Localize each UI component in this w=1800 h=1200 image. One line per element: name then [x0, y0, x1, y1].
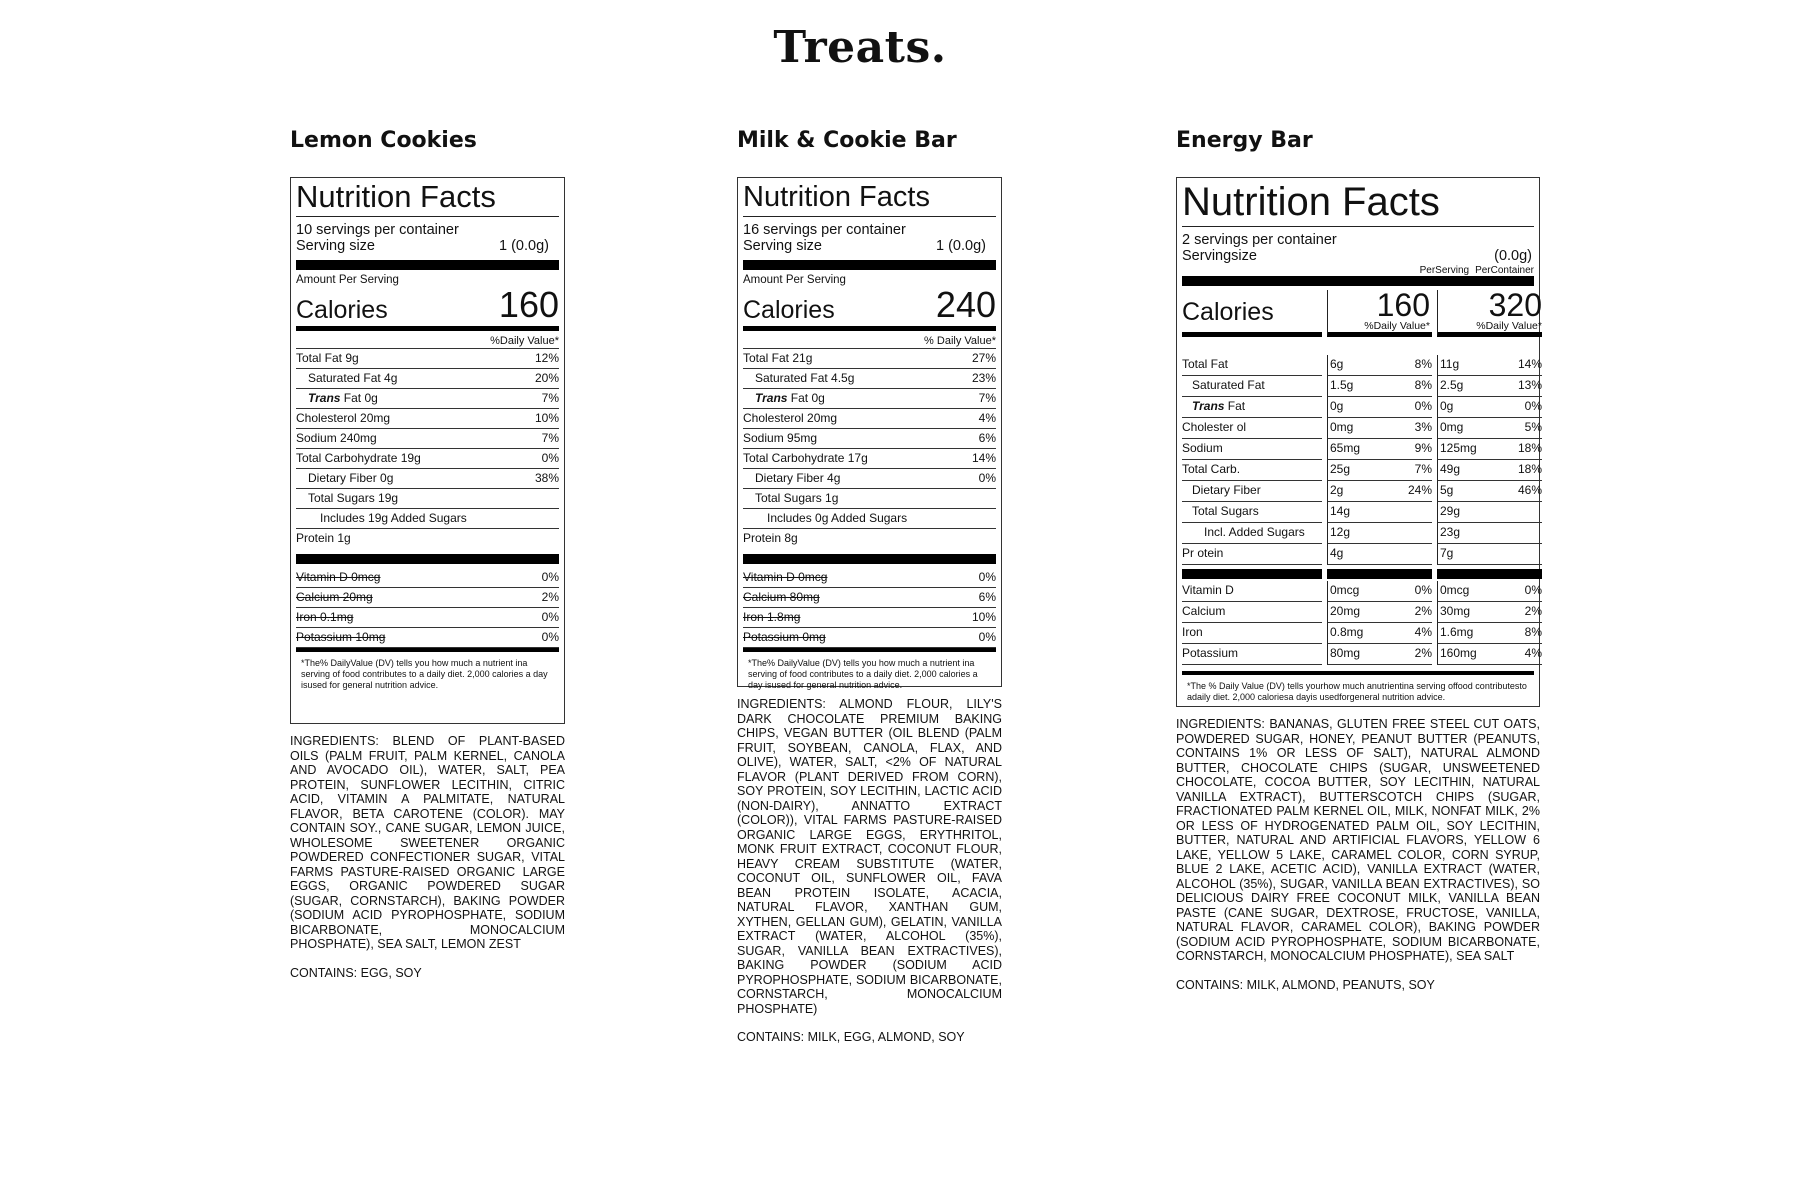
calories-row	[296, 286, 559, 324]
mineral-name: Vitamin D 0mcg	[743, 570, 828, 584]
nutrient-name: Pr otein	[1182, 544, 1322, 565]
nutrient-dv: 13%	[1517, 378, 1542, 392]
amount-per-serving: Amount Per Serving	[743, 274, 846, 286]
calories-container-cell	[1437, 287, 1542, 337]
nutrient-name: Total Sugars 1g	[755, 491, 839, 505]
mineral-name: Iron 0.1mg	[296, 610, 354, 624]
nutrient-dv: 14%	[1517, 357, 1542, 371]
nutrient-name: Dietary Fiber	[1182, 481, 1322, 502]
nutrient-name: Total Carbohydrate 17g	[743, 451, 868, 465]
nutrient-dv: 18%	[1517, 441, 1542, 455]
nutrient-dv: 8%	[1414, 357, 1432, 371]
product-lemon-cookies	[290, 128, 565, 980]
divider-thick	[1327, 569, 1432, 579]
nutrient-list	[743, 349, 996, 548]
nutrient-amount: 30mg	[1440, 604, 1471, 618]
nutrient-amount: 23g	[1440, 525, 1461, 539]
calories-label: Calories	[296, 296, 388, 324]
nutrient-amount: 5g	[1440, 483, 1454, 497]
per-container-cell	[1437, 581, 1542, 602]
calories-per-container: 320	[1488, 287, 1542, 323]
nutrient-dv: 23%	[971, 371, 996, 385]
column-headers	[1182, 265, 1534, 276]
per-container-cell	[1437, 481, 1542, 502]
nutrient-amount: 1.6mg	[1440, 625, 1474, 639]
nutrient-row	[743, 349, 996, 369]
ingredients-text: INGREDIENTS: BLEND OF PLANT-BASED OILS (PALM FRUIT, PALM KERNEL, CANOLA AND AVOCADO OIL), WATER, SALT, PEA PROTEIN, SUNFLOWER LECITHIN, CITRIC ACID, VITAMIN A PALMITATE, NATURAL FLAVOR, BETA CAROTENE (COLOR). MAY CONTAIN SOY., CANE SUGAR, LEMON JUICE, WHOLESOME SWEETENER ORGANIC POWDERED CONFECTIONER SUGAR, VITAL FARMS PASTURE-RAISED ORGANIC LARGE EGGS, ORGANIC POWDERED SUGAR (SUGAR, CORNSTARCH), BAKING POWDER (SODIUM ACID PYROPHOSPHATE, SODIUM BICARBONATE, MONOCALCIUM PHOSPHATE), SEA SALT, LEMON ZEST	[290, 734, 565, 951]
mineral-row	[743, 588, 996, 608]
serving-size-label: Servingsize	[1182, 248, 1257, 264]
nutrient-amount: 2.5g	[1440, 378, 1464, 392]
mineral-dv: 0%	[541, 630, 559, 644]
per-serving-cell	[1327, 355, 1432, 376]
per-container-cell	[1437, 544, 1542, 565]
nutrient-amount: 6g	[1330, 357, 1344, 371]
nutrient-row	[296, 369, 559, 389]
nutrient-dv: 20%	[534, 371, 559, 385]
nutrient-dv: 0%	[1524, 583, 1542, 597]
nutrient-amount: 29g	[1440, 504, 1461, 518]
nutrient-amount: 49g	[1440, 462, 1461, 476]
nutrient-dv: 3%	[1414, 420, 1432, 434]
nutrient-name: Saturated Fat 4.5g	[755, 371, 855, 385]
mineral-row	[296, 628, 559, 648]
per-container-cell	[1437, 439, 1542, 460]
nutrient-dv: 0%	[1414, 399, 1432, 413]
serving-size-label: Serving size	[743, 238, 822, 254]
nutrient-dv: 14%	[971, 451, 996, 465]
nutrient-grid	[1182, 355, 1542, 565]
nutrient-dv: 27%	[971, 351, 996, 365]
product-title: Milk & Cookie Bar	[737, 128, 957, 153]
mineral-row	[296, 588, 559, 608]
nutrient-row	[743, 509, 996, 529]
per-serving-cell	[1327, 376, 1432, 397]
mineral-dv: 0%	[541, 610, 559, 624]
per-container-cell	[1437, 502, 1542, 523]
per-serving-cell	[1327, 581, 1432, 602]
serving-size-value: 1 (0.0g)	[499, 238, 549, 254]
nutrient-dv: 5%	[1524, 420, 1542, 434]
serving-size-value: (0.0g)	[1494, 248, 1532, 264]
nutrition-label	[737, 177, 1002, 690]
nutrient-row	[743, 469, 996, 489]
nutrient-row	[743, 369, 996, 389]
divider-medium	[743, 326, 996, 331]
nutrient-row	[296, 509, 559, 529]
per-container-cell	[1437, 602, 1542, 623]
per-serving-cell	[1327, 397, 1432, 418]
nutrient-dv: 7%	[541, 391, 559, 405]
per-serving-cell	[1327, 623, 1432, 644]
mineral-row	[743, 608, 996, 628]
nutrient-name: Sodium 95mg	[743, 431, 818, 445]
page-title: Treats.	[773, 22, 947, 73]
nutrient-amount: 0mg	[1330, 420, 1354, 434]
nutrition-label	[1176, 177, 1540, 707]
nutrient-dv: 4%	[978, 411, 996, 425]
serving-size-row	[296, 238, 559, 254]
mineral-name: Calcium 20mg	[296, 590, 373, 604]
calories-serving-cell	[1327, 287, 1432, 337]
nutrient-amount: 160mg	[1440, 646, 1477, 660]
allergen-statement: CONTAINS: EGG, SOY	[290, 965, 422, 980]
trans-emphasis: Trans	[308, 391, 341, 405]
nutrient-amount: 65mg	[1330, 441, 1361, 455]
ingredients-text: INGREDIENTS: BANANAS, GLUTEN FREE STEEL CUT OATS, POWDERED SUGAR, HONEY, PEANUT BUTTER (PEANUTS, CONTAINS 1% OR LESS OF SALT), NATURAL ALMOND BUTTER, CHOCOLATE CHIPS (SUGAR, UNSWEETENED CHOCOLATE, COCOA BUTTER, SOY LECITHIN, NATURAL VANILLA EXTRACT), BUTTERSCOTCH CHIPS (SUGAR, FRACTIONATED PALM KERNEL OIL, MILK, NONFAT MILK, 2% OR LESS OF HYDROGENATED PALM OIL, SOY LECITHIN, BUTTER, NATURAL AND ARTIFICIAL FLAVORS, YELLOW 6 LAKE, YELLOW 5 LAKE, CARAMEL COLOR, CORN SYRUP, BLUE 2 LAKE, ACETIC ACID), VANILLA EXTRACT (WATER, ALCOHOL (35%), SUGAR, VANILLA BEAN EXTRACTIVES), SO DELICIOUS DAIRY FREE COCONUT MILK, VANILLA BEAN PASTE (CANE SUGAR, DEXTROSE, FRUCTOSE, VANILLA, NATURAL FLAVOR, CARAMEL COLOR), BAKING POWDER (SODIUM ACID PYROPHOSPHATE, SODIUM BICARBONATE, CORNSTARCH, MONOCALCIUM PHOSPHATE), SEA SALT	[1176, 717, 1540, 963]
trans-emphasis: Trans	[755, 391, 788, 405]
nutrition-heading: Nutrition Facts	[1182, 180, 1534, 227]
mineral-list	[296, 568, 559, 648]
serving-size-label: Serving size	[296, 238, 375, 254]
nutrient-name: Vitamin D	[1182, 581, 1322, 602]
nutrient-name: Trans Fat 0g	[755, 391, 825, 405]
per-container-cell	[1437, 397, 1542, 418]
nutrient-amount: 12g	[1330, 525, 1351, 539]
nutrient-amount: 0g	[1330, 399, 1344, 413]
nutrient-name: Cholesterol 20mg	[743, 411, 838, 425]
nutrient-dv: 4%	[1524, 646, 1542, 660]
nutrient-name: Cholester ol	[1182, 418, 1322, 439]
nutrient-dv: 6%	[978, 431, 996, 445]
product-energy-bar	[1176, 128, 1540, 992]
product-milk-cookie-bar	[737, 128, 1002, 1044]
nutrient-row	[296, 349, 559, 369]
nutrient-amount: 80mg	[1330, 646, 1361, 660]
per-container-cell	[1437, 623, 1542, 644]
nutrient-amount: 0mg	[1440, 420, 1464, 434]
serving-size-value: 1 (0.0g)	[936, 238, 986, 254]
divider-medium	[296, 326, 559, 331]
per-container-cell	[1437, 644, 1542, 665]
nutrient-dv: 2%	[1414, 604, 1432, 618]
nutrient-dv: 8%	[1414, 378, 1432, 392]
nutrient-dv: 18%	[1517, 462, 1542, 476]
mineral-row	[296, 568, 559, 588]
allergen-statement: CONTAINS: MILK, EGG, ALMOND, SOY	[737, 1030, 965, 1044]
nutrient-name: Dietary Fiber 0g	[308, 471, 394, 485]
nutrient-name: Trans Fat 0g	[308, 391, 378, 405]
nutrient-amount: 125mg	[1440, 441, 1477, 455]
mineral-dv: 0%	[541, 570, 559, 584]
per-serving-cell	[1327, 602, 1432, 623]
per-container-cell	[1437, 523, 1542, 544]
nutrient-dv: 9%	[1414, 441, 1432, 455]
per-serving-cell	[1327, 481, 1432, 502]
nutrient-dv: 7%	[1414, 462, 1432, 476]
product-title: Lemon Cookies	[290, 128, 477, 153]
calories-per-serving: 160	[1376, 287, 1430, 323]
servings-per-container: 16 servings per container	[743, 222, 906, 238]
nutrient-dv: 24%	[1407, 483, 1432, 497]
mineral-row	[743, 628, 996, 648]
servings-per-container: 2 servings per container	[1182, 232, 1337, 248]
servings-block	[296, 217, 559, 254]
nutrient-name: Incl. Added Sugars	[1182, 523, 1322, 544]
mineral-row	[743, 568, 996, 588]
allergen-statement: CONTAINS: MILK, ALMOND, PEANUTS, SOY	[1176, 977, 1435, 992]
nutrition-heading: Nutrition Facts	[296, 180, 559, 217]
nutrient-name: Saturated Fat	[1182, 376, 1322, 397]
nutrient-name: Potassium	[1182, 644, 1322, 665]
per-container-cell	[1437, 418, 1542, 439]
nutrient-amount: 4g	[1330, 546, 1344, 560]
nutrient-row	[296, 449, 559, 469]
dv-footnote: *The % Daily Value (DV) tells yourhow much anutrientina serving offood contributesto adaily diet. 2,000 caloriesa dayis usedforgeneral nutrition advice.	[1182, 671, 1534, 705]
nutrient-name: Sodium	[1182, 439, 1322, 460]
nutrient-name: Trans Fat	[1182, 397, 1322, 418]
nutrient-name: Total Fat 9g	[296, 351, 359, 365]
col-header-container: PerContainer	[1475, 265, 1534, 276]
nutrient-name: Total Sugars	[1182, 502, 1322, 523]
per-container-cell	[1437, 376, 1542, 397]
nutrient-dv: 0%	[978, 471, 996, 485]
nutrient-name: Saturated Fat 4g	[308, 371, 398, 385]
mineral-dv: 10%	[971, 610, 996, 624]
servings-block	[1182, 227, 1534, 264]
nutrient-name: Protein 1g	[296, 531, 351, 545]
mineral-row	[296, 608, 559, 628]
servings-block	[743, 217, 996, 254]
nutrient-name: Total Fat 21g	[743, 351, 813, 365]
nutrient-row	[296, 389, 559, 409]
nutrient-dv: 10%	[534, 411, 559, 425]
nutrient-name: Includes 19g Added Sugars	[320, 511, 467, 525]
calories-label: Calories	[1182, 290, 1322, 337]
nutrient-amount: 2g	[1330, 483, 1344, 497]
calories-value: 240	[935, 284, 996, 325]
serving-size-row	[743, 238, 996, 254]
serving-size-row	[1182, 248, 1534, 264]
per-serving-cell	[1327, 523, 1432, 544]
per-serving-cell	[1327, 460, 1432, 481]
nutrient-name: Dietary Fiber 4g	[755, 471, 841, 485]
per-serving-cell	[1327, 439, 1432, 460]
nutrient-dv: 0%	[541, 451, 559, 465]
nutrient-name: Protein 8g	[743, 531, 798, 545]
nutrient-name: Total Carb.	[1182, 460, 1322, 481]
nutrient-dv: 2%	[1524, 604, 1542, 618]
nutrient-amount: 20mg	[1330, 604, 1361, 618]
nutrient-amount: 25g	[1330, 462, 1351, 476]
divider-thick-grid	[1182, 569, 1534, 579]
nutrient-row	[743, 429, 996, 449]
amount-per-serving: Amount Per Serving	[296, 274, 399, 286]
mineral-dv: 0%	[978, 630, 996, 644]
per-serving-cell	[1327, 418, 1432, 439]
nutrient-row	[296, 529, 559, 548]
nutrient-amount: 0.8mg	[1330, 625, 1364, 639]
trans-emphasis: Trans	[1192, 399, 1225, 413]
nutrient-row	[296, 429, 559, 449]
divider-thick	[1182, 569, 1322, 579]
nutrient-name: Sodium 240mg	[296, 431, 377, 445]
nutrient-name: Cholesterol 20mg	[296, 411, 391, 425]
per-container-cell	[1437, 460, 1542, 481]
nutrient-row	[296, 489, 559, 509]
dv-header-container: %Daily Value*	[1476, 320, 1542, 332]
calories-row	[743, 286, 996, 324]
divider-thick	[296, 260, 559, 270]
nutrient-amount: 1.5g	[1330, 378, 1354, 392]
per-serving-cell	[1327, 544, 1432, 565]
divider-thick	[1437, 569, 1542, 579]
divider-thick	[743, 260, 996, 270]
daily-value-header: %Daily Value*	[296, 334, 559, 349]
nutrient-name: Total Fat	[1182, 355, 1322, 376]
nutrient-dv: 12%	[534, 351, 559, 365]
nutrient-row	[743, 449, 996, 469]
nutrient-row	[296, 469, 559, 489]
dv-footnote: *The% DailyValue (DV) tells you how much a nutrient ina serving of food contributes to a daily diet. 2,000 calories a day isused for general nutrition advice.	[743, 648, 996, 693]
product-title: Energy Bar	[1176, 128, 1313, 153]
mineral-dv: 2%	[541, 590, 559, 604]
nutrient-row	[743, 409, 996, 429]
nutrient-dv: 0%	[1414, 583, 1432, 597]
nutrient-name: Total Carbohydrate 19g	[296, 451, 421, 465]
nutrient-name: Calcium	[1182, 602, 1322, 623]
nutrient-amount: 0g	[1440, 399, 1454, 413]
per-serving-cell	[1327, 502, 1432, 523]
nutrient-list	[296, 349, 559, 548]
calories-grid	[1182, 287, 1542, 337]
calories-value: 160	[498, 284, 559, 325]
nutrient-dv: 0%	[1524, 399, 1542, 413]
nutrient-row	[743, 489, 996, 509]
divider-thick	[743, 554, 996, 564]
dv-footnote: *The% DailyValue (DV) tells you how much a nutrient ina serving of food contributes to a daily diet. 2,000 calories a day isused for general nutrition advice.	[296, 648, 559, 693]
nutrient-amount: 14g	[1330, 504, 1351, 518]
per-serving-cell	[1327, 644, 1432, 665]
nutrition-label	[290, 177, 565, 724]
nutrient-amount: 0mcg	[1330, 583, 1360, 597]
divider-thick	[296, 554, 559, 564]
nutrient-name: Iron	[1182, 623, 1322, 644]
nutrient-name: Total Sugars 19g	[308, 491, 399, 505]
servings-per-container: 10 servings per container	[296, 222, 459, 238]
nutrient-dv: 4%	[1414, 625, 1432, 639]
nutrient-amount: 0mcg	[1440, 583, 1470, 597]
mineral-grid	[1182, 581, 1542, 665]
nutrient-dv: 8%	[1524, 625, 1542, 639]
mineral-name: Calcium 80mg	[743, 590, 820, 604]
mineral-list	[743, 568, 996, 648]
mineral-dv: 0%	[978, 570, 996, 584]
nutrition-heading: Nutrition Facts	[743, 180, 996, 217]
mineral-name: Iron 1.8mg	[743, 610, 801, 624]
nutrient-row	[743, 389, 996, 409]
nutrient-dv: 46%	[1517, 483, 1542, 497]
dv-header-serving: %Daily Value*	[1364, 320, 1430, 332]
nutrient-dv: 38%	[534, 471, 559, 485]
ingredients-text: INGREDIENTS: ALMOND FLOUR, LILY'S DARK CHOCOLATE PREMIUM BAKING CHIPS, VEGAN BUTTER (OIL BLEND (PALM FRUIT, SOYBEAN, CANOLA, FLAX, AND OLIVE), WATER, SALT, <2% OF NATURAL FLAVOR (PLANT DERIVED FROM CORN), SOY PROTEIN, SOY LECITHIN, LACTIC ACID (NON-DAIRY), ANNATTO EXTRACT (COLOR)), VITAL FARMS PASTURE-RAISED ORGANIC LARGE EGGS, ERYTHRITOL, MONK FRUIT EXTRACT, COCONUT FLOUR, HEAVY CREAM SUBSTITUTE (WATER, COCONUT OIL, SUNFLOWER OIL, FAVA BEAN PROTEIN ISOLATE, ACACIA, NATURAL FLAVOR, XANTHAN GUM, XYTHEN, GELLAN GUM), GELATIN, VANILLA EXTRACT (WATER, ALCOHOL (35%), SUGAR, VANILLA BEAN EXTRACTIVES), BAKING POWDER (SODIUM ACID PYROPHOSPHATE, SODIUM BICARBONATE, CORNSTARCH, MONOCALCIUM PHOSPHATE)	[737, 697, 1002, 1016]
nutrient-amount: 11g	[1440, 357, 1460, 371]
nutrient-dv: 7%	[978, 391, 996, 405]
mineral-name: Potassium 10mg	[296, 630, 386, 644]
divider-thick	[1182, 276, 1534, 286]
nutrient-dv: 7%	[541, 431, 559, 445]
mineral-name: Potassium 0mg	[743, 630, 826, 644]
calories-label: Calories	[743, 296, 835, 324]
nutrient-row	[296, 409, 559, 429]
mineral-name: Vitamin D 0mcg	[296, 570, 381, 584]
mineral-dv: 6%	[978, 590, 996, 604]
nutrient-row	[743, 529, 996, 548]
per-container-cell	[1437, 355, 1542, 376]
col-header-serving: PerServing	[1419, 265, 1470, 276]
nutrient-amount: 7g	[1440, 546, 1454, 560]
nutrient-dv: 2%	[1414, 646, 1432, 660]
daily-value-header: % Daily Value*	[743, 334, 996, 349]
nutrient-name: Includes 0g Added Sugars	[767, 511, 908, 525]
